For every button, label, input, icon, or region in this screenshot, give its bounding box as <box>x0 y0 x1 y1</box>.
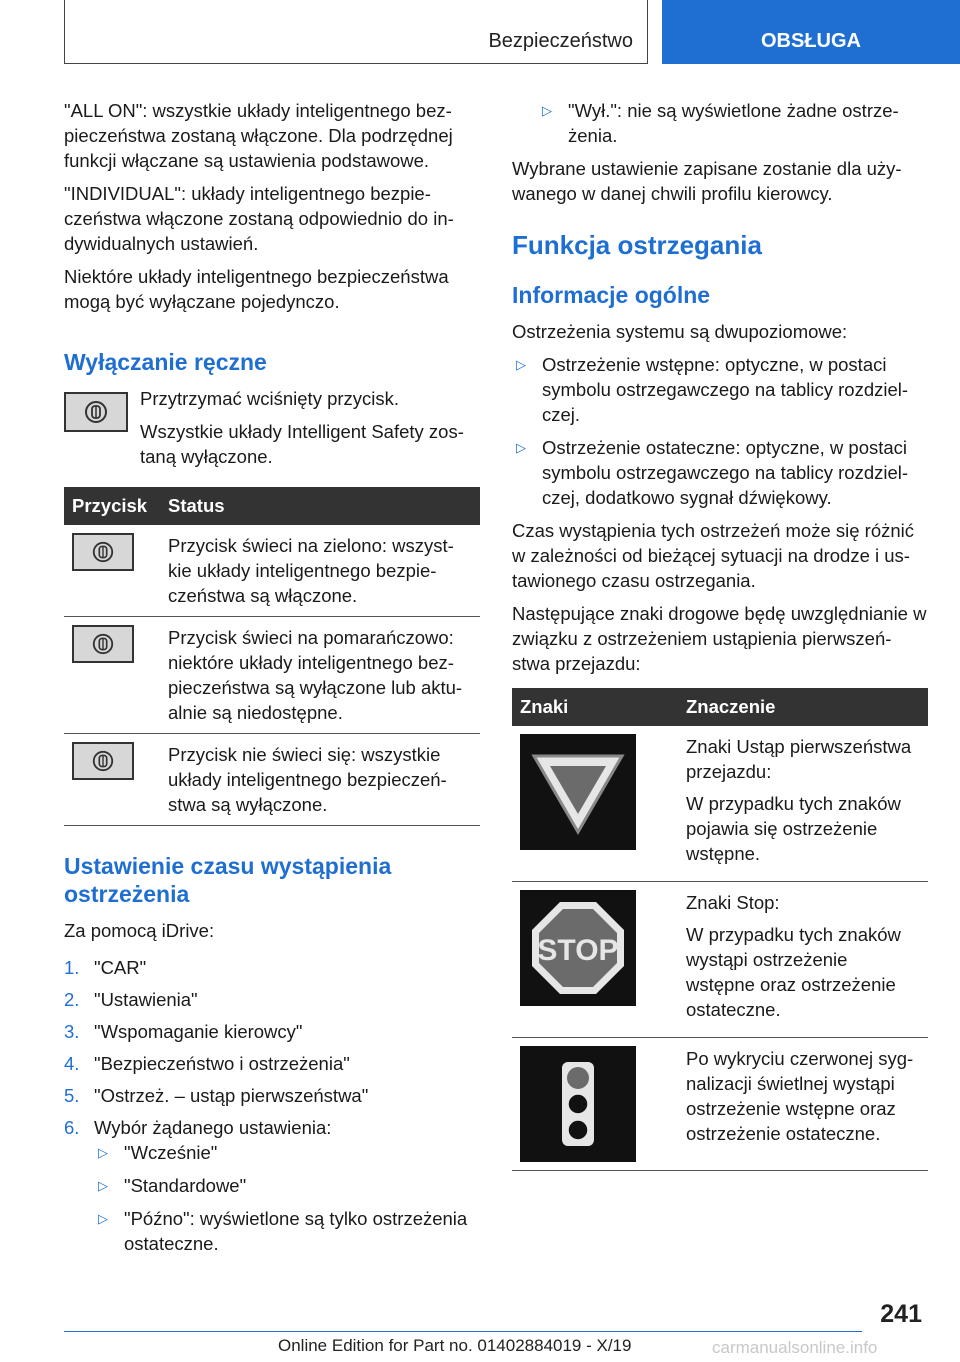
paragraph-individual: "INDIVIDUAL": układy inteligentnego bezpie-czeństwa włączone zostaną odpowiednio do in-dywidualnych ustawień. <box>64 183 454 254</box>
signs-table <box>512 688 928 1171</box>
sign-meaning: Po wykryciu czerwonej syg-nalizacji świetlnej wystąpi ostrzeżenie wstępne oraz ostrzeżenie ostateczne. <box>686 1048 914 1144</box>
triangle-bullet-icon: ▷ <box>98 1145 108 1160</box>
list-item: 2. "Ustawienia" <box>64 989 198 1010</box>
header-box <box>64 0 648 64</box>
footer-divider <box>64 1331 862 1332</box>
setting-options <box>94 1140 480 1256</box>
safety-button-icon <box>72 742 134 780</box>
stop-sign-text: STOP <box>537 934 619 967</box>
list-item: ▷ "Późno": wyświetlone są tylko ostrzeżenia ostateczne. <box>98 1208 468 1254</box>
list-item: ▷ "Wył.": nie są wyświetlone żadne ostrze-żenia. <box>542 100 899 146</box>
list-item: 4. "Bezpieczeństwo i ostrzeżenia" <box>64 1053 350 1074</box>
paragraph-some-systems: Niektóre układy inteligentnego bezpieczeństwa mogą być wyłączane pojedynczo. <box>64 266 449 312</box>
col-status: Status <box>160 487 480 525</box>
chapter-tab[interactable]: OBSŁUGA <box>662 0 960 64</box>
list-item: 6. Wybór żądanego ustawienia: ▷ "Wcześnie" ▷ "Standardowe" ▷ "Późno": wyświetlone są tylko ostrzeżenia ostateczne. <box>64 1115 480 1256</box>
warning-levels-list <box>512 352 928 510</box>
list-item: 1. "CAR" <box>64 957 147 978</box>
col-meaning: Znaczenie <box>678 688 928 726</box>
paragraph-all-on: "ALL ON": wszystkie układy inteligentnego bez-pieczeństwa zostaną włączone. Dla podrzędnej funkcji włączane są ustawienia podstawowe. <box>64 100 453 171</box>
triangle-bullet-icon: ▷ <box>516 440 526 455</box>
list-item: ▷ "Standardowe" <box>98 1175 247 1196</box>
table-row <box>64 617 480 734</box>
heading-warning-function: Funkcja ostrzegania <box>512 230 762 260</box>
watermark: carmanualsonline.info <box>712 1338 878 1357</box>
triangle-bullet-icon: ▷ <box>98 1178 108 1193</box>
signs-intro: Następujące znaki drogowe będę uwzględnianie w związku z ostrzeżeniem ustąpienia pierwszeń-stwa przejazdu: <box>512 603 927 674</box>
list-item: ▷ "Wcześnie" <box>98 1142 218 1163</box>
yield-sign-icon <box>520 734 636 850</box>
table-row <box>512 726 928 882</box>
list-item: ▷ Ostrzeżenie ostateczne: optyczne, w postaci symbolu ostrzegawczego na tablicy rozdziel-czej, dodatkowo sygnał dźwiękowy. <box>516 437 909 508</box>
status-cell: Przycisk świeci na zielono: wszyst-kie układy inteligentnego bezpie-czeństwa są włączone. <box>160 525 480 617</box>
status-cell: Przycisk nie świeci się: wszystkie układy inteligentnego bezpieczeń-stwa są wyłączone. <box>160 734 480 826</box>
table-row <box>512 1038 928 1171</box>
sign-title: Znaki Stop: <box>686 892 780 913</box>
button-status-table <box>64 487 480 826</box>
status-cell: Przycisk świeci na pomarańczowo: niektóre układy inteligentnego bez-pieczeństwa są wyłączone lub aktu-alnie są niedostępne. <box>160 617 480 734</box>
traffic-light-icon <box>520 1046 636 1162</box>
saved-profile-text: Wybrane ustawienie zapisane zostanie dla uży-wanego w danej chwili profilu kierowcy. <box>512 158 902 204</box>
table-row <box>64 734 480 826</box>
two-level-text: Ostrzeżenia systemu są dwupoziomowe: <box>512 321 848 342</box>
left-column <box>64 98 480 1264</box>
list-item: 5. "Ostrzeż. – ustąp pierwszeństwa" <box>64 1085 369 1106</box>
idrive-steps <box>64 955 480 1256</box>
heading-warning-timing: Ustawienie czasu wystąpienia ostrzeżenia <box>64 853 392 907</box>
safety-button-icon <box>72 625 134 663</box>
sign-meaning: W przypadku tych znaków wystąpi ostrzeżenie wstępne oraz ostrzeżenie ostateczne. <box>686 924 901 1020</box>
triangle-bullet-icon: ▷ <box>98 1211 108 1226</box>
manual-step-2-text: Wszystkie układy Intelligent Safety zos-taną wyłączone. <box>140 421 464 467</box>
sign-meaning: W przypadku tych znaków pojawia się ostrzeżenie wstępne. <box>686 793 901 864</box>
table-row <box>512 882 928 1038</box>
heading-general-info: Informacje ogólne <box>512 282 711 308</box>
option-off-list <box>512 98 928 148</box>
safety-button-icon <box>64 392 128 432</box>
section-title: Bezpieczeństwo <box>488 30 633 52</box>
timing-text: Czas wystąpienia tych ostrzeżeń może się różnić w zależności od bieżącej sytuacji na drodze i us-tawionego czasu ostrzegania. <box>512 520 915 591</box>
via-idrive: Za pomocą iDrive: <box>64 920 215 941</box>
sign-title: Znaki Ustąp pierwszeństwa przejazdu: <box>686 736 912 782</box>
triangle-bullet-icon: ▷ <box>542 103 552 118</box>
list-item: ▷ Ostrzeżenie wstępne: optyczne, w postaci symbolu ostrzegawczego na tablicy rozdziel-czej. <box>516 354 909 425</box>
manual-off-block <box>64 386 480 469</box>
safety-button-icon <box>72 533 134 571</box>
list-item: 3. "Wspomaganie kierowcy" <box>64 1021 303 1042</box>
page-number: 241 <box>880 1300 922 1328</box>
col-button: Przycisk <box>64 487 160 525</box>
edition-text: Online Edition for Part no. 01402884019 - X/19 <box>278 1336 632 1355</box>
col-signs: Znaki <box>512 688 678 726</box>
table-row <box>64 525 480 617</box>
stop-sign-icon <box>520 890 636 1006</box>
manual-step-1: Przytrzymać wciśnięty przycisk. <box>140 388 400 409</box>
triangle-bullet-icon: ▷ <box>516 357 526 372</box>
right-column <box>512 98 928 1171</box>
heading-manual-off: Wyłączanie ręczne <box>64 349 267 375</box>
